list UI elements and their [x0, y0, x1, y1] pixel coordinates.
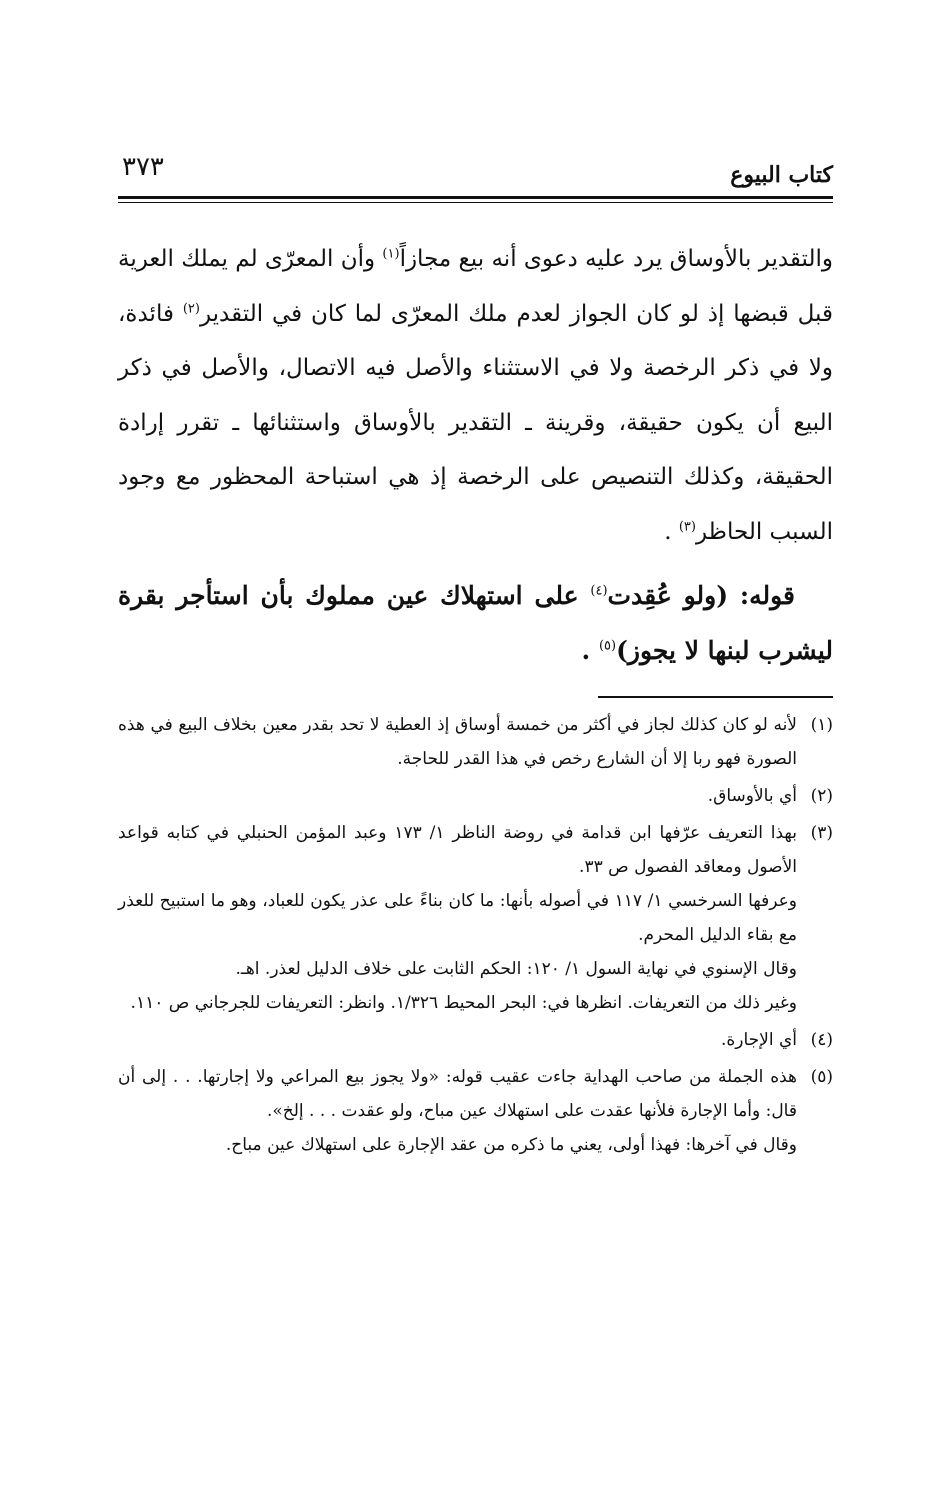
footnote-text [118, 1023, 797, 1057]
footnote-ref-5[interactable]: (٥) [598, 638, 617, 654]
quote-text-segment: . [581, 636, 599, 665]
footnotes [118, 708, 833, 1162]
footnote-number: (٥) [810, 1067, 833, 1087]
quote-text-segment: على استهلاك عين مملوك بأن استأجر بقرة ليشرب لبنها لا يجوز) [118, 581, 833, 665]
footnote-line: لأنه لو كان كذلك لجاز في أكثر من خمسة أوساق إذ العطية لا تحد بقدر معين بخلاف البيع في هذه الصورة فهو ربا إلا أن الشارع رخص في هذا القدر للحاجة. [118, 715, 797, 769]
footnote-text [118, 708, 797, 776]
header-rule-thick [118, 196, 833, 199]
footnote-ref-4[interactable]: (٤) [590, 583, 608, 599]
footnote-line: هذه الجملة من صاحب الهداية جاءت عقيب قوله: «ولا يجوز بيع المراعي ولا إجارتها. . . إلى أن قال: وأما الإجارة فلأنها عقدت على استهلاك عين مباح، ولو عقدت . . . إلخ». [118, 1067, 797, 1121]
footnote-2 [118, 779, 833, 813]
footnote-1 [118, 708, 833, 776]
footnote-4 [118, 1023, 833, 1057]
footnote-ref-3[interactable]: (٣) [678, 518, 696, 534]
main-text-segment: فائدة، ولا في ذكر الرخصة ولا في الاستثناء والأصل فيه الاتصال، والأصل في ذكر البيع أن يكون حقيقة، وقرينة ـ التقدير بالأوساق واستثنائها ـ تقرر إرادة الحقيقة، وكذلك التنصيص على الرخصة إذ هي استباحة المحظور مع وجود السبب الحاظر [118, 300, 833, 545]
footnote-line: وعرفها السرخسي ١/ ١١٧ في أصوله بأنها: ما كان بناءً على عذر يكون للعباد، وهو ما استبيح للعذر مع بقاء الدليل المحرم. [118, 891, 797, 945]
footnote-number: (٣) [810, 823, 833, 843]
footnote-number: (٢) [810, 786, 833, 806]
footnote-text [118, 1060, 797, 1162]
main-text-segment: والتقدير بالأوساق يرد عليه دعوى أنه بيع مجازاً [399, 246, 833, 272]
page-header [118, 150, 833, 196]
quote-text-segment: قوله: (ولو عُقِدت [607, 581, 795, 610]
quoted-matn-paragraph [118, 568, 833, 678]
footnote-line: أي الإجارة. [720, 1030, 797, 1050]
footnote-line: وقال الإسنوي في نهاية السول ١/ ١٢٠: الحكم الثابت على خلاف الدليل لعذر. اهـ. [235, 959, 797, 979]
footnote-3 [118, 816, 833, 1020]
main-text-segment: . [664, 518, 679, 545]
footnote-ref-1[interactable]: (١) [382, 246, 400, 262]
footnote-number: (١) [810, 715, 833, 735]
page-number: ٣٧٣ [122, 152, 164, 182]
footnote-number: (٤) [810, 1030, 833, 1050]
main-paragraph [118, 232, 833, 559]
footnote-line: وغير ذلك من التعريفات. انظرها في: البحر المحيط ١/٣٢٦. وانظر: التعريفات للجرجاني ص ١١٠. [130, 993, 797, 1013]
footnote-line: بهذا التعريف عرّفها ابن قدامة في روضة الناظر ١/ ١٧٣ وعبد المؤمن الحنبلي في كتابه قواعد الأصول ومعاقد الفصول ص ٣٣. [118, 823, 797, 877]
footnote-text [118, 779, 797, 813]
header-rule-thin [118, 202, 833, 203]
running-title: كتاب البيوع [730, 162, 833, 188]
footnote-line: وقال في آخرها: فهذا أولى، يعني ما ذكره من عقد الإجارة على استهلاك عين مباح. [225, 1135, 797, 1155]
footnote-5 [118, 1060, 833, 1162]
footnote-separator [598, 696, 833, 698]
footnote-text [118, 816, 797, 1020]
footnote-ref-2[interactable]: (٢) [182, 300, 200, 316]
main-text-segment: وأن المعرّى لم يملك العرية قبل قبضها إذ لو كان الجواز لعدم ملك المعرّى لما كان في التقدير [118, 246, 833, 327]
footnote-line: أي بالأوساق. [707, 786, 797, 806]
